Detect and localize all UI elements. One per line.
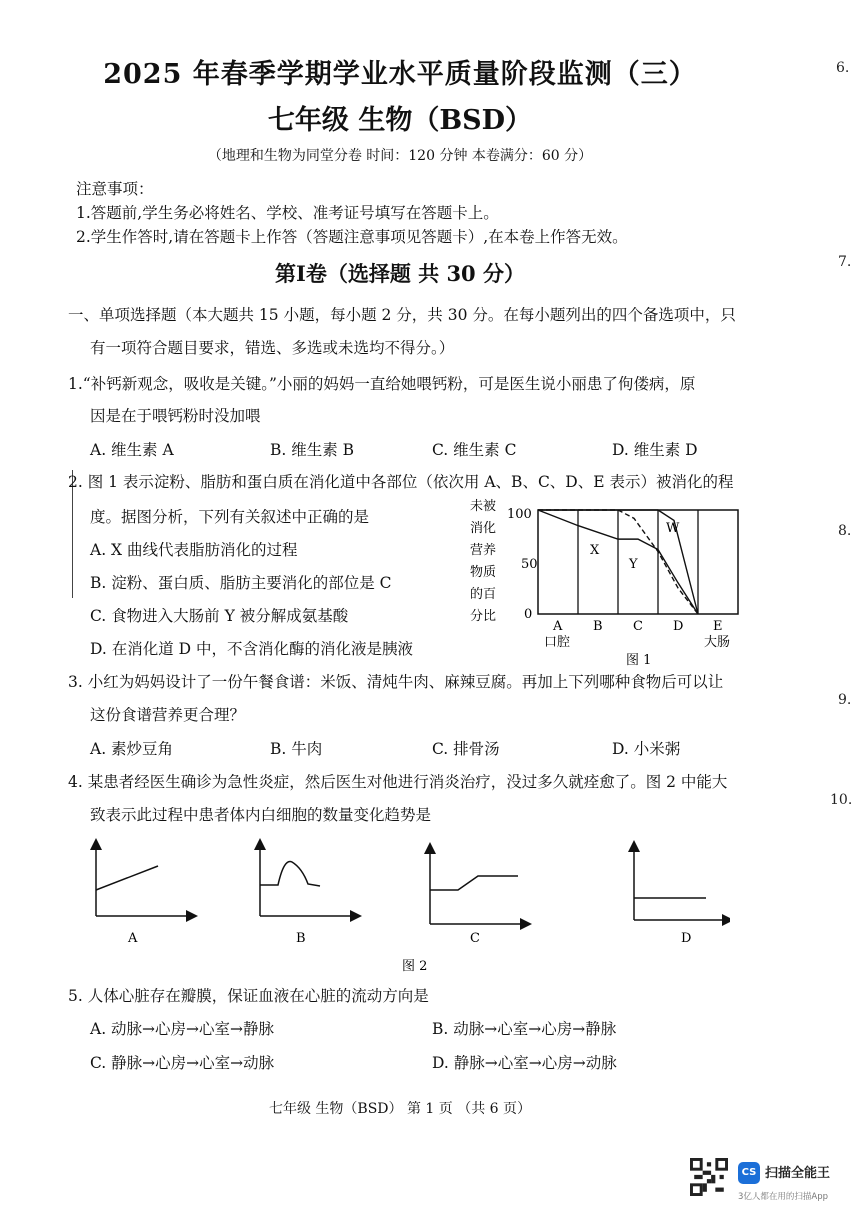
graph-d-label: D — [681, 931, 692, 946]
curve-label-w: W — [666, 521, 680, 536]
question-1-stem-cont: 因是在于喂钙粉时没加喂 — [90, 407, 261, 425]
y-tick-100: 100 — [507, 507, 532, 522]
graph-b[interactable] — [260, 844, 356, 946]
category-label-b: B — [593, 619, 603, 634]
category-label-d: D — [673, 619, 684, 634]
figure-1-chart — [460, 492, 750, 672]
q5-option-b[interactable]: B. 动脉→心室→心房→静脉 — [432, 1020, 617, 1038]
q2-option-c[interactable]: C. 食物进入大肠前 Y 被分解成氨基酸 — [90, 607, 349, 625]
graph-a-label: A — [128, 931, 138, 946]
q1-option-a[interactable]: A. 维生素 A — [90, 441, 174, 459]
category-name-a: 口腔 — [544, 635, 571, 650]
q1-option-d[interactable]: D. 维生素 D — [612, 441, 698, 459]
question-4-stem: 4. 某患者经医生确诊为急性炎症，然后医生对他进行消炎治疗，没过多久就痊愈了。图 2 中能大 — [68, 773, 728, 791]
q3-option-b[interactable]: B. 牛肉 — [270, 740, 323, 758]
graph-a[interactable] — [96, 844, 192, 946]
graph-c-curve — [430, 876, 518, 890]
ylabel-line-1: 未被 — [470, 499, 497, 514]
y-tick-50: 50 — [521, 557, 538, 572]
q3-option-a[interactable]: A. 素炒豆角 — [90, 740, 174, 758]
y-axis-label — [470, 498, 496, 624]
graph-c[interactable] — [430, 848, 526, 946]
q5-option-c[interactable]: C. 静脉→心房→心室→动脉 — [90, 1054, 275, 1072]
question-4-stem-cont: 致表示此过程中患者体内白细胞的数量变化趋势是 — [90, 806, 432, 824]
graph-d[interactable] — [634, 846, 728, 946]
scanner-logo: CS — [738, 1162, 760, 1184]
ylabel-line-4: 物质 — [470, 565, 497, 580]
section-instruction-cont: 有一项符合题目要求，错选、多选或未选均不得分。） — [90, 339, 455, 357]
q5-option-d[interactable]: D. 静脉→心室→心房→动脉 — [432, 1054, 617, 1072]
q2-option-d[interactable]: D. 在消化道 D 中，不含消化酶的消化液是胰液 — [90, 640, 414, 658]
q1-option-c[interactable]: C. 维生素 C — [432, 441, 517, 459]
q3-option-d[interactable]: D. 小米粥 — [612, 740, 681, 758]
q3-option-c[interactable]: C. 排骨汤 — [432, 740, 500, 758]
question-2-stem: 2. 图 1 表示淀粉、脂肪和蛋白质在消化道中各部位（依次用 A、B、C、D、E 表示）被消化的程 — [68, 473, 734, 491]
figure-2-caption: 图 2 — [402, 959, 428, 974]
figure-2 — [80, 838, 730, 978]
exam-info: （地理和生物为同堂分卷 时间：120 分钟 本卷满分：60 分） — [207, 148, 593, 164]
ylabel-line-2: 消化 — [470, 521, 497, 536]
q1-option-b[interactable]: B. 维生素 B — [270, 441, 355, 459]
q2-option-b[interactable]: B. 淀粉、蛋白质、脂肪主要消化的部位是 C — [90, 574, 392, 592]
qr-code-icon — [690, 1158, 728, 1196]
notice-item-1: 1.答题前,学生务必将姓名、学校、准考证号填写在答题卡上。 — [76, 204, 499, 222]
section-title: 第Ⅰ卷（选择题 共 30 分） — [275, 261, 525, 286]
notice-heading: 注意事项： — [76, 180, 154, 198]
ylabel-line-3: 营养 — [470, 543, 497, 558]
margin-number-6: 6. — [836, 60, 850, 76]
category-label-a: A — [553, 619, 563, 634]
region-dividers — [578, 510, 698, 614]
question-5-stem: 5. 人体心脏存在瓣膜，保证血液在心脏的流动方向是 — [68, 987, 429, 1005]
graph-b-label: B — [296, 931, 306, 946]
margin-number-9: 9. — [838, 692, 852, 708]
category-name-e: 大肠 — [704, 635, 731, 650]
curve-label-y: Y — [629, 557, 638, 572]
q5-option-a[interactable]: A. 动脉→心房→心室→静脉 — [90, 1020, 275, 1038]
category-label-e: E — [713, 619, 723, 634]
exam-subject: 七年级 生物（BSD） — [267, 105, 533, 136]
margin-number-8: 8. — [838, 523, 852, 539]
category-label-c: C — [633, 619, 643, 634]
question-1-stem: 1.“补钙新观念，吸收是关键。”小丽的妈妈一直给她喂钙粉，可是医生说小丽患了佝偻病，原 — [68, 375, 696, 393]
curve-label-x: X — [590, 543, 600, 558]
question-3-stem: 3. 小红为妈妈设计了一份午餐食谱：米饭、清炖牛肉、麻辣豆腐。再加上下列哪种食物后可以让 — [68, 673, 724, 691]
notice-item-2: 2.学生作答时,请在答题卡上作答（答题注意事项见答题卡）,在本卷上作答无效。 — [76, 228, 628, 246]
question-3-stem-cont: 这份食谱营养更合理？ — [90, 706, 246, 724]
question-2-stem-cont: 度。据图分析，下列有关叙述中正确的是 — [90, 508, 370, 526]
graph-c-label: C — [470, 931, 480, 946]
y-tick-0: 0 — [524, 607, 533, 622]
page-footer: 七年级 生物（BSD） 第 1 页 （共 6 页） — [268, 1101, 532, 1117]
graph-b-curve — [260, 861, 320, 886]
section-instruction: 一、单项选择题（本大题共 15 小题，每小题 2 分，共 30 分。在每小题列出的四个备选项中，只 — [68, 306, 736, 324]
margin-number-10: 10. — [830, 792, 853, 808]
exam-title: 2025 年春季学期学业水平质量阶段监测（三） — [103, 59, 697, 90]
q2-option-a[interactable]: A. X 曲线代表脂肪消化的过程 — [90, 541, 298, 559]
scanner-app-name: 扫描全能王 — [765, 1166, 831, 1181]
category-labels — [544, 619, 730, 650]
figure-1-caption: 图 1 — [626, 653, 652, 668]
plot-frame — [538, 510, 738, 614]
scanner-app-slogan: 3亿人都在用的扫描App — [738, 1192, 829, 1202]
ylabel-line-6: 分比 — [470, 609, 497, 624]
ylabel-line-5: 的百 — [470, 587, 497, 602]
graph-a-curve — [96, 866, 158, 890]
margin-number-7: 7. — [838, 254, 852, 270]
